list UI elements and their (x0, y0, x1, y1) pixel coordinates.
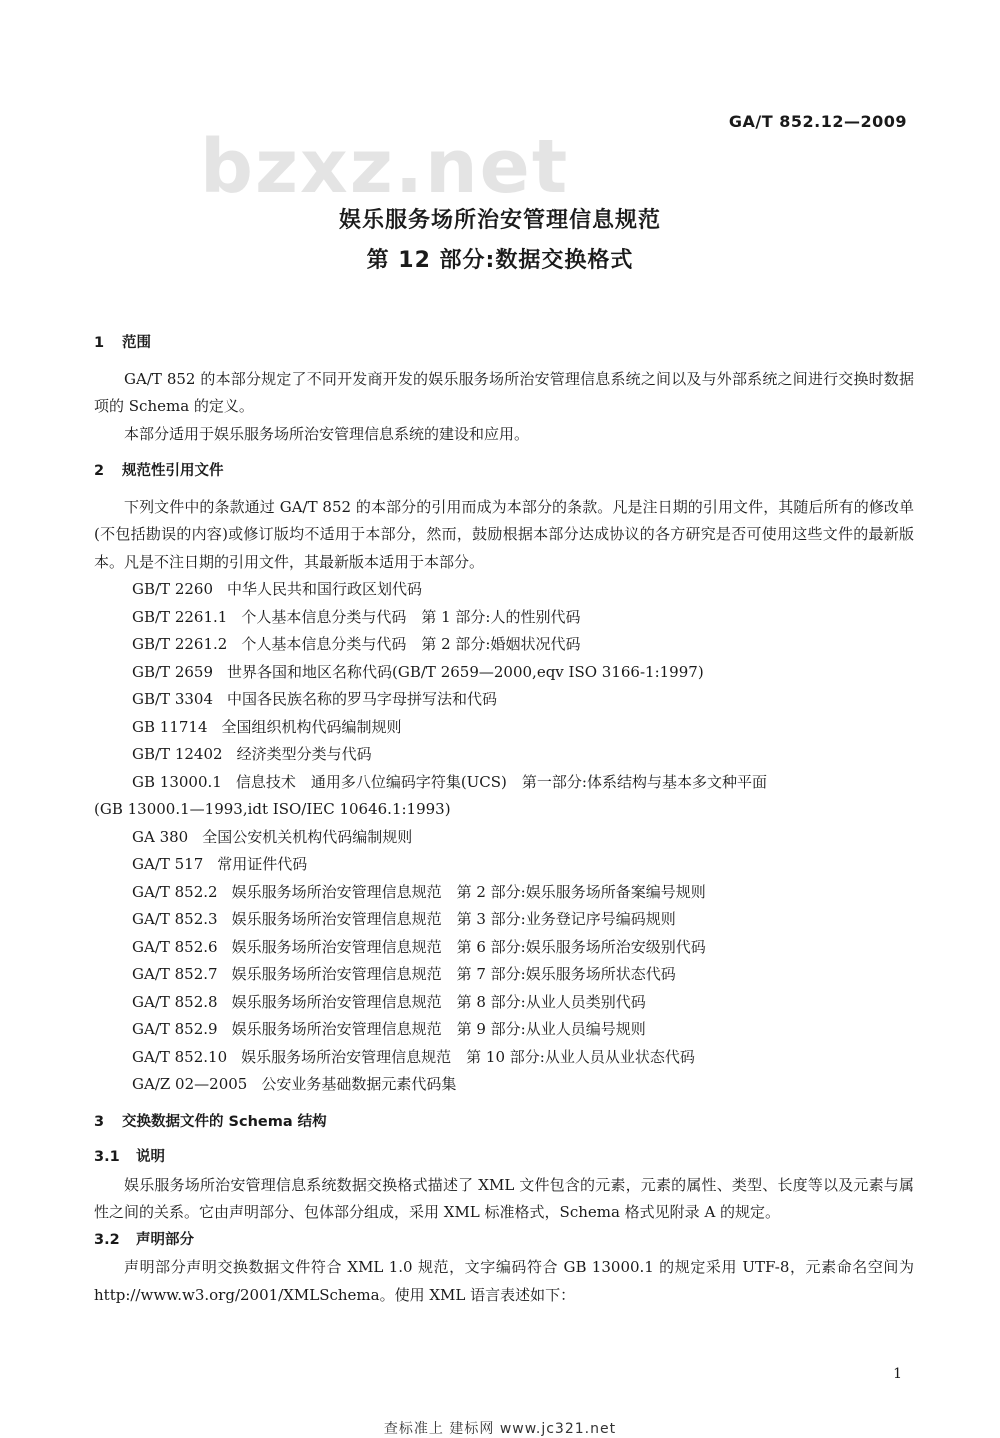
reference-item (94, 851, 914, 879)
section-3-2-heading (94, 1227, 914, 1255)
reference-title: 信息技术 通用多八位编码字符集(UCS) 第一部分:体系结构与基本多文种平面 (235, 772, 767, 791)
section-number: 3 (94, 1113, 105, 1130)
section-title: 交换数据文件的 Schema 结构 (122, 1113, 327, 1130)
reference-title: 中华人民共和国行政区划代码 (227, 580, 423, 598)
section-number: 1 (94, 335, 105, 351)
reference-title: 娱乐服务场所治安管理信息规范 第 3 部分:业务登记序号编码规则 (231, 910, 676, 928)
reference-title: 经济类型分类与代码 (236, 745, 372, 763)
reference-title: 全国组织机构代码编制规则 (221, 717, 402, 736)
section-2-paragraph-1: 下列文件中的条款通过 GA/T 852 的本部分的引用而成为本部分的条款。凡是注日期的引用文件，其随后所有的修改单(不包括勘误的内容)或修订版均不适用于本部分，然而，鼓励根据本部分达成协议的各方研究是否可使用这些文件的最新版本。凡是不注日期的引用文件，其最新版本适用于本部分。 (94, 497, 914, 571)
reference-code: GB 11714 (132, 717, 208, 736)
reference-item (94, 714, 914, 742)
reference-code: GA/Z 02—2005 (132, 1075, 248, 1093)
section-1-paragraph-2: 本部分适用于娱乐服务场所治安管理信息系统的建设和应用。 (124, 424, 530, 443)
document-title-line1: 娱乐服务场所治安管理信息规范 (338, 208, 661, 233)
reference-code: GB/T 12402 (132, 745, 223, 763)
subsection-title: 说明 (136, 1149, 165, 1165)
watermark: bzxz.net (200, 124, 570, 210)
section-title: 范围 (122, 335, 151, 351)
footer-source: 查标准上 建标网 www.jc321.net (383, 1421, 617, 1437)
reference-title: 公安业务基础数据元素代码集 (261, 1075, 457, 1093)
reference-item (94, 934, 914, 962)
reference-item (94, 604, 914, 632)
reference-title: 全国公安机关机构代码编制规则 (202, 827, 413, 846)
reference-list (94, 576, 914, 1099)
reference-item (94, 1044, 914, 1072)
section-1-heading (94, 330, 914, 358)
reference-item (94, 659, 914, 687)
reference-item (94, 741, 914, 769)
reference-item (94, 576, 914, 604)
reference-title: 中国各民族名称的罗马字母拼写法和代码 (227, 690, 498, 708)
reference-code: GA/T 852.3 (132, 910, 218, 928)
reference-item (94, 879, 914, 907)
reference-title: 常用证件代码 (217, 855, 308, 873)
reference-title: 个人基本信息分类与代码 第 1 部分:人的性别代码 (241, 607, 581, 626)
section-3-1-heading (94, 1144, 914, 1172)
reference-code: GA/T 852.6 (132, 937, 218, 956)
reference-item (94, 989, 914, 1017)
document-body (94, 328, 914, 1309)
reference-title: 娱乐服务场所治安管理信息规范 第 8 部分:从业人员类别代码 (231, 992, 646, 1011)
section-1-paragraph-1: GA/T 852 的本部分规定了不同开发商开发的娱乐服务场所治安管理信息系统之间以及与外部系统之间进行交换时数据项的 Schema 的定义。 (94, 369, 914, 415)
reference-title: 娱乐服务场所治安管理信息规范 第 7 部分:娱乐服务场所状态代码 (231, 965, 676, 983)
reference-item (94, 824, 914, 852)
reference-item (94, 1016, 914, 1044)
reference-item (94, 906, 914, 934)
standard-code: GA/T 852.12—2009 (728, 112, 907, 131)
reference-code: GB/T 2659 (132, 662, 214, 681)
reference-code: GA/T 852.2 (132, 882, 218, 901)
reference-title: 娱乐服务场所治安管理信息规范 第 6 部分:娱乐服务场所治安级别代码 (231, 937, 706, 956)
reference-code: GB/T 2261.2 (132, 635, 228, 653)
section-number: 2 (94, 463, 105, 479)
reference-continuation: (GB 13000.1—1993,idt ISO/IEC 10646.1:1993) (94, 800, 451, 818)
subsection-number: 3.2 (94, 1231, 120, 1248)
reference-code: GA/T 852.9 (132, 1020, 218, 1038)
reference-code: GB/T 2260 (132, 580, 214, 598)
reference-title: 娱乐服务场所治安管理信息规范 第 2 部分:娱乐服务场所备案编号规则 (231, 882, 706, 901)
reference-code: GB 13000.1 (132, 772, 222, 791)
subsection-title: 声明部分 (136, 1231, 194, 1248)
section-3-2-paragraph: 声明部分声明交换数据文件符合 XML 1.0 规范，文字编码符合 GB 13000.1 的规定采用 UTF-8，元素命名空间为 http://www.w3.org/2001/XMLSchema。使用 XML 语言表述如下： (94, 1258, 914, 1304)
reference-code: GA/T 517 (132, 855, 204, 873)
reference-item (94, 1071, 914, 1099)
reference-code: GA/T 852.8 (132, 992, 218, 1011)
reference-title: 娱乐服务场所治安管理信息规范 第 9 部分:从业人员编号规则 (231, 1020, 646, 1038)
reference-item (94, 686, 914, 714)
reference-title: 世界各国和地区名称代码(GB/T 2659—2000,eqv ISO 3166-1:1997) (227, 662, 704, 681)
reference-title: 个人基本信息分类与代码 第 2 部分:婚姻状况代码 (241, 635, 581, 653)
reference-code: GA/T 852.10 (132, 1047, 228, 1066)
reference-code: GA 380 (132, 827, 189, 846)
document-title-line2: 第 12 部分:数据交换格式 (366, 248, 634, 273)
reference-code: GB/T 3304 (132, 690, 214, 708)
reference-code: GA/T 852.7 (132, 965, 218, 983)
section-2-heading (94, 458, 914, 486)
section-3-heading (94, 1109, 914, 1137)
section-title: 规范性引用文件 (122, 463, 224, 479)
reference-item (94, 961, 914, 989)
subsection-number: 3.1 (94, 1149, 120, 1165)
section-3-1-paragraph: 娱乐服务场所治安管理信息系统数据交换格式描述了 XML 文件包含的元素，元素的属性、类型、长度等以及元素与属性之间的关系。它由声明部分、包体部分组成，采用 XML 标准格式，Schema 格式见附录 A 的规定。 (94, 1175, 914, 1221)
reference-item (94, 631, 914, 659)
reference-item (94, 769, 914, 797)
reference-code: GB/T 2261.1 (132, 607, 228, 626)
page-number: 1 (893, 1366, 902, 1382)
reference-title: 娱乐服务场所治安管理信息规范 第 10 部分:从业人员从业状态代码 (241, 1047, 695, 1066)
